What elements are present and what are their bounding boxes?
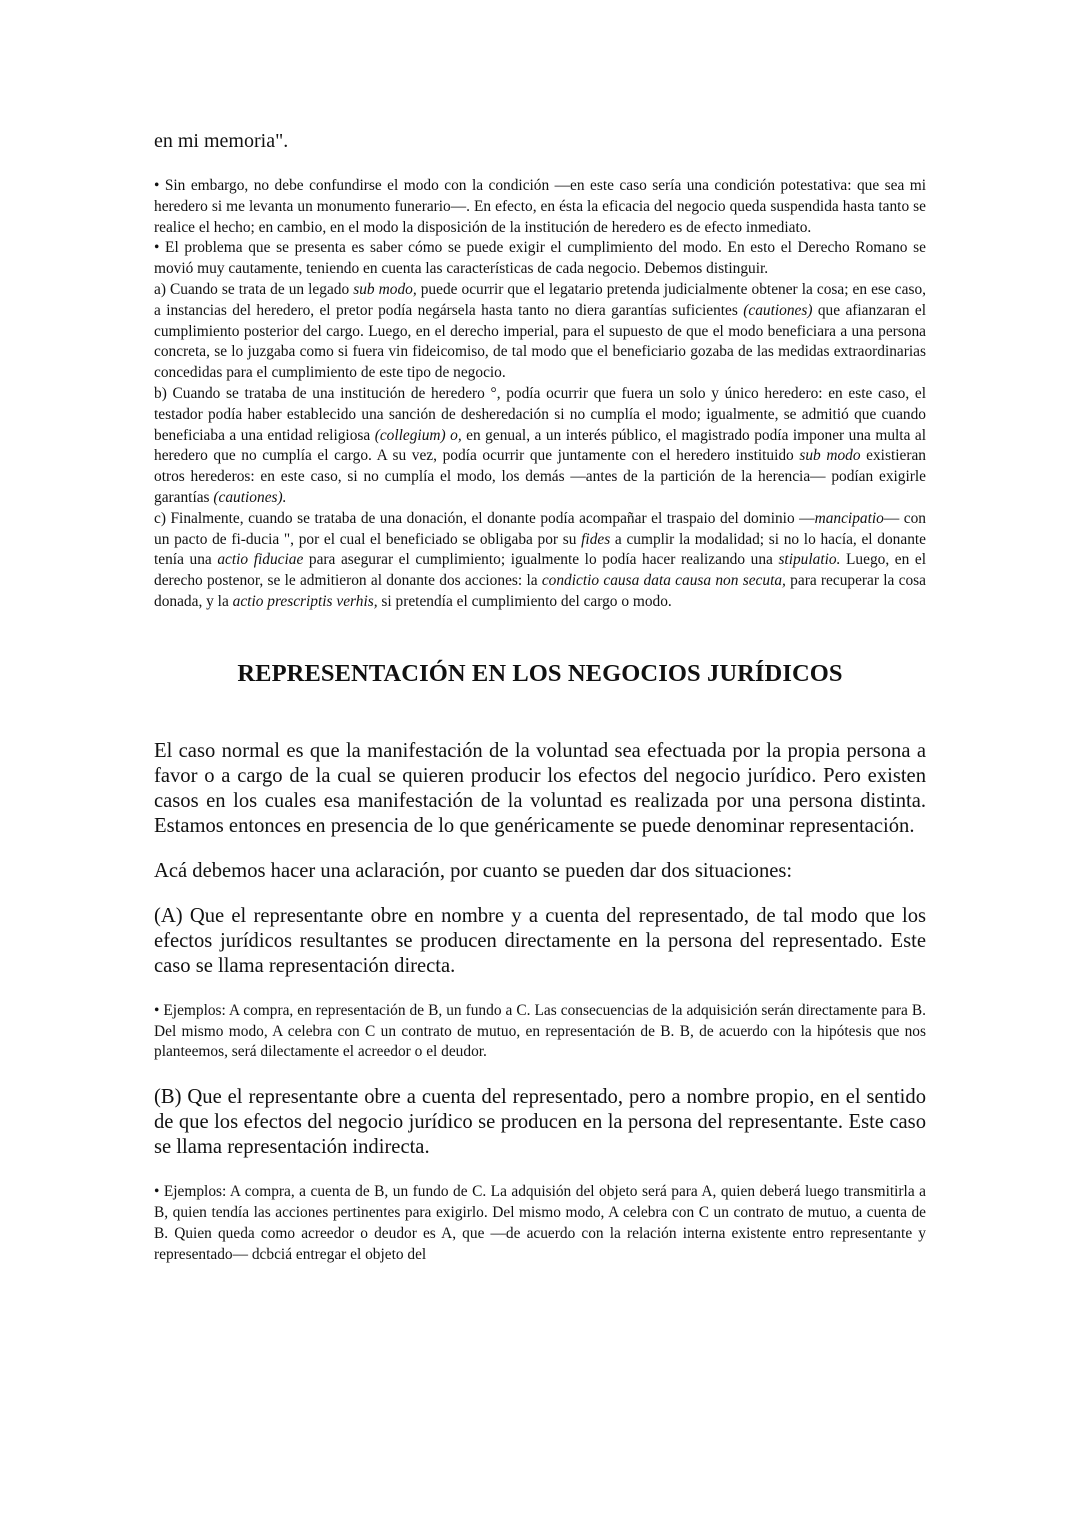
italic-term: actio prescriptis verhis, (232, 592, 378, 610)
italic-term: actio fiduciae (217, 551, 304, 569)
italic-term: sub modo (799, 447, 861, 465)
paragraph-problema: • El problema que se presenta es saber cómo se puede exigir el cumplimiento del modo. En esto el Derecho Romano se movió muy cautamente, teniendo en cuenta las características de cada negocio. Debemos distinguir. (154, 239, 926, 278)
paragraph-c (154, 509, 926, 613)
text-run: a) Cuando se trata de un legado (154, 280, 354, 298)
text-run: para asegurar el cumplimiento; igualmente lo podía hacer realizando una (303, 551, 779, 569)
italic-term: (cautiones). (213, 488, 287, 506)
paragraph-representacion-indirecta: (B) Que el representante obre a cuenta del representado, pero a nombre propio, en el sentido de que los efectos del negocio jurídico se producen en la persona del representante. Este caso se llama representación indirecta. (154, 1086, 926, 1159)
italic-term: mancipatio (814, 509, 884, 527)
paragraph-caso-normal: El caso normal es que la manifestación de la voluntad sea efectuada por la propia persona a favor o a cargo de la cual se quieren producir los efectos del negocio jurídico. Pero existen casos en los cuales esa manifestación de la voluntad es realizada por una persona distinta. Estamos entonces en presencia de lo que genéricamente se puede denominar representación. (154, 739, 926, 837)
text-run: en genual, a un interés público, el magistrado podía imponer una multa al heredero que no cumplía el cargo. A su vez, podía ocurrir que juntamente con el heredero instituido (154, 426, 927, 465)
text-run: c) Finalmente, cuando se trataba de una donación, el donante podía acompañar el traspaio del dominio — (154, 509, 815, 527)
paragraph-condicion: • Sin embargo, no debe confundirse el modo con la condición —en este caso sería una condición potestativa: que sea mi heredero si me levanta un monumento funerario—. En efecto, en ésta la eficacia del negocio queda suspendida hasta tanto se realice el hecho; en cambio, en el modo la disposición de la institución de heredero es de efecto inmediato. (154, 177, 926, 236)
text-run: — con un pacto de fi-ducia ", por el cual el beneficiado se obligaba por su (154, 509, 926, 548)
text-run: que afianzaran el cumplimiento posterior del cargo. Luego, en el derecho imperial, para el supuesto de que el modo beneficiara a una persona concreta, se lo juzgaba como si fuera vin fideicomiso, de tal modo que el beneficiario gozaba de las medidas extraordinarias concedidas para el cumplimiento de este tipo de negocio. (154, 301, 926, 382)
italic-term: sub modo, (353, 280, 417, 298)
italic-term: (collegium) o, (374, 426, 462, 444)
section-heading: REPRESENTACIÓN EN LOS NEGOCIOS JURÍDICOS (237, 659, 843, 687)
intro-line: en mi memoria". (154, 130, 289, 152)
example-directa: • Ejemplos: A compra, en representación de B, un fundo a C. Las consecuencias de la adquisición serán directamente para B. Del mismo modo, A celebra con C un contrato de mutuo, en representación de B. B, de acuerdo con la hipótesis que nos planteemos, será dilectamente el acreedor o el deudor. (154, 1001, 926, 1061)
italic-term: stipulatio. (778, 551, 841, 569)
text-run: Luego, en el derecho postenor, se le admitieron al donante dos acciones: la (154, 551, 927, 590)
section-modo (154, 176, 926, 613)
italic-term: fides (581, 530, 611, 548)
text-run: si pretendía el cumplimiento del cargo o modo. (377, 592, 672, 610)
text-run: existieran otros herederos: en este caso, si no cumplía el modo, los demás —antes de la partición de la herencia— podían exigirle garantías (154, 447, 926, 506)
italic-term: condictio causa data causa non secuta, (541, 572, 786, 590)
document-page (154, 128, 926, 1265)
text-run: puede ocurrir que el legatario pretenda judicialmente obtener la cosa; en ese caso, a instancias del heredero, el pretor podía negársela hasta tanto no diera garantías suficientes (154, 280, 926, 319)
example-indirecta: • Ejemplos: A compra, a cuenta de B, un fundo de C. La adquisión del objeto será para A, quien deberá luego transmitirla a B, quien tendía las acciones pertinentes para exigirlo. Del mismo modo, A celebra con C un contrato de mutuo, a cuenta de B. Quien queda como acreedor o deudor es A, que —de acuerdo con la relación interna existente entro representante y representado— dcbciá entregar el objeto del (154, 1183, 926, 1263)
text-run: b) Cuando se trataba de una institución de heredero °, podía ocurrir que fuera un solo y único heredero: en este caso, el testador podía haber establecido una sanción de desheredación si no cumplía el modo; igualmente, se admitió que cuando beneficiaba a una entidad religiosa (154, 384, 926, 444)
italic-term: (cautiones) (743, 301, 813, 319)
text-run: a cumplir la modalidad; si no lo hacía, el donante tenía una (154, 530, 926, 569)
paragraph-representacion-directa: (A) Que el representante obre en nombre y a cuenta del representado, de tal modo que los efectos jurídicos resultantes se producen directamente en la persona del representado. Este caso se llama representación directa. (154, 904, 926, 977)
text-run: para recuperar la cosa donada, y la (154, 572, 927, 610)
paragraph-a (154, 280, 926, 384)
paragraph-b (154, 384, 926, 509)
paragraph-aclaracion: Acá debemos hacer una aclaración, por cuanto se pueden dar dos situaciones: (154, 859, 793, 882)
